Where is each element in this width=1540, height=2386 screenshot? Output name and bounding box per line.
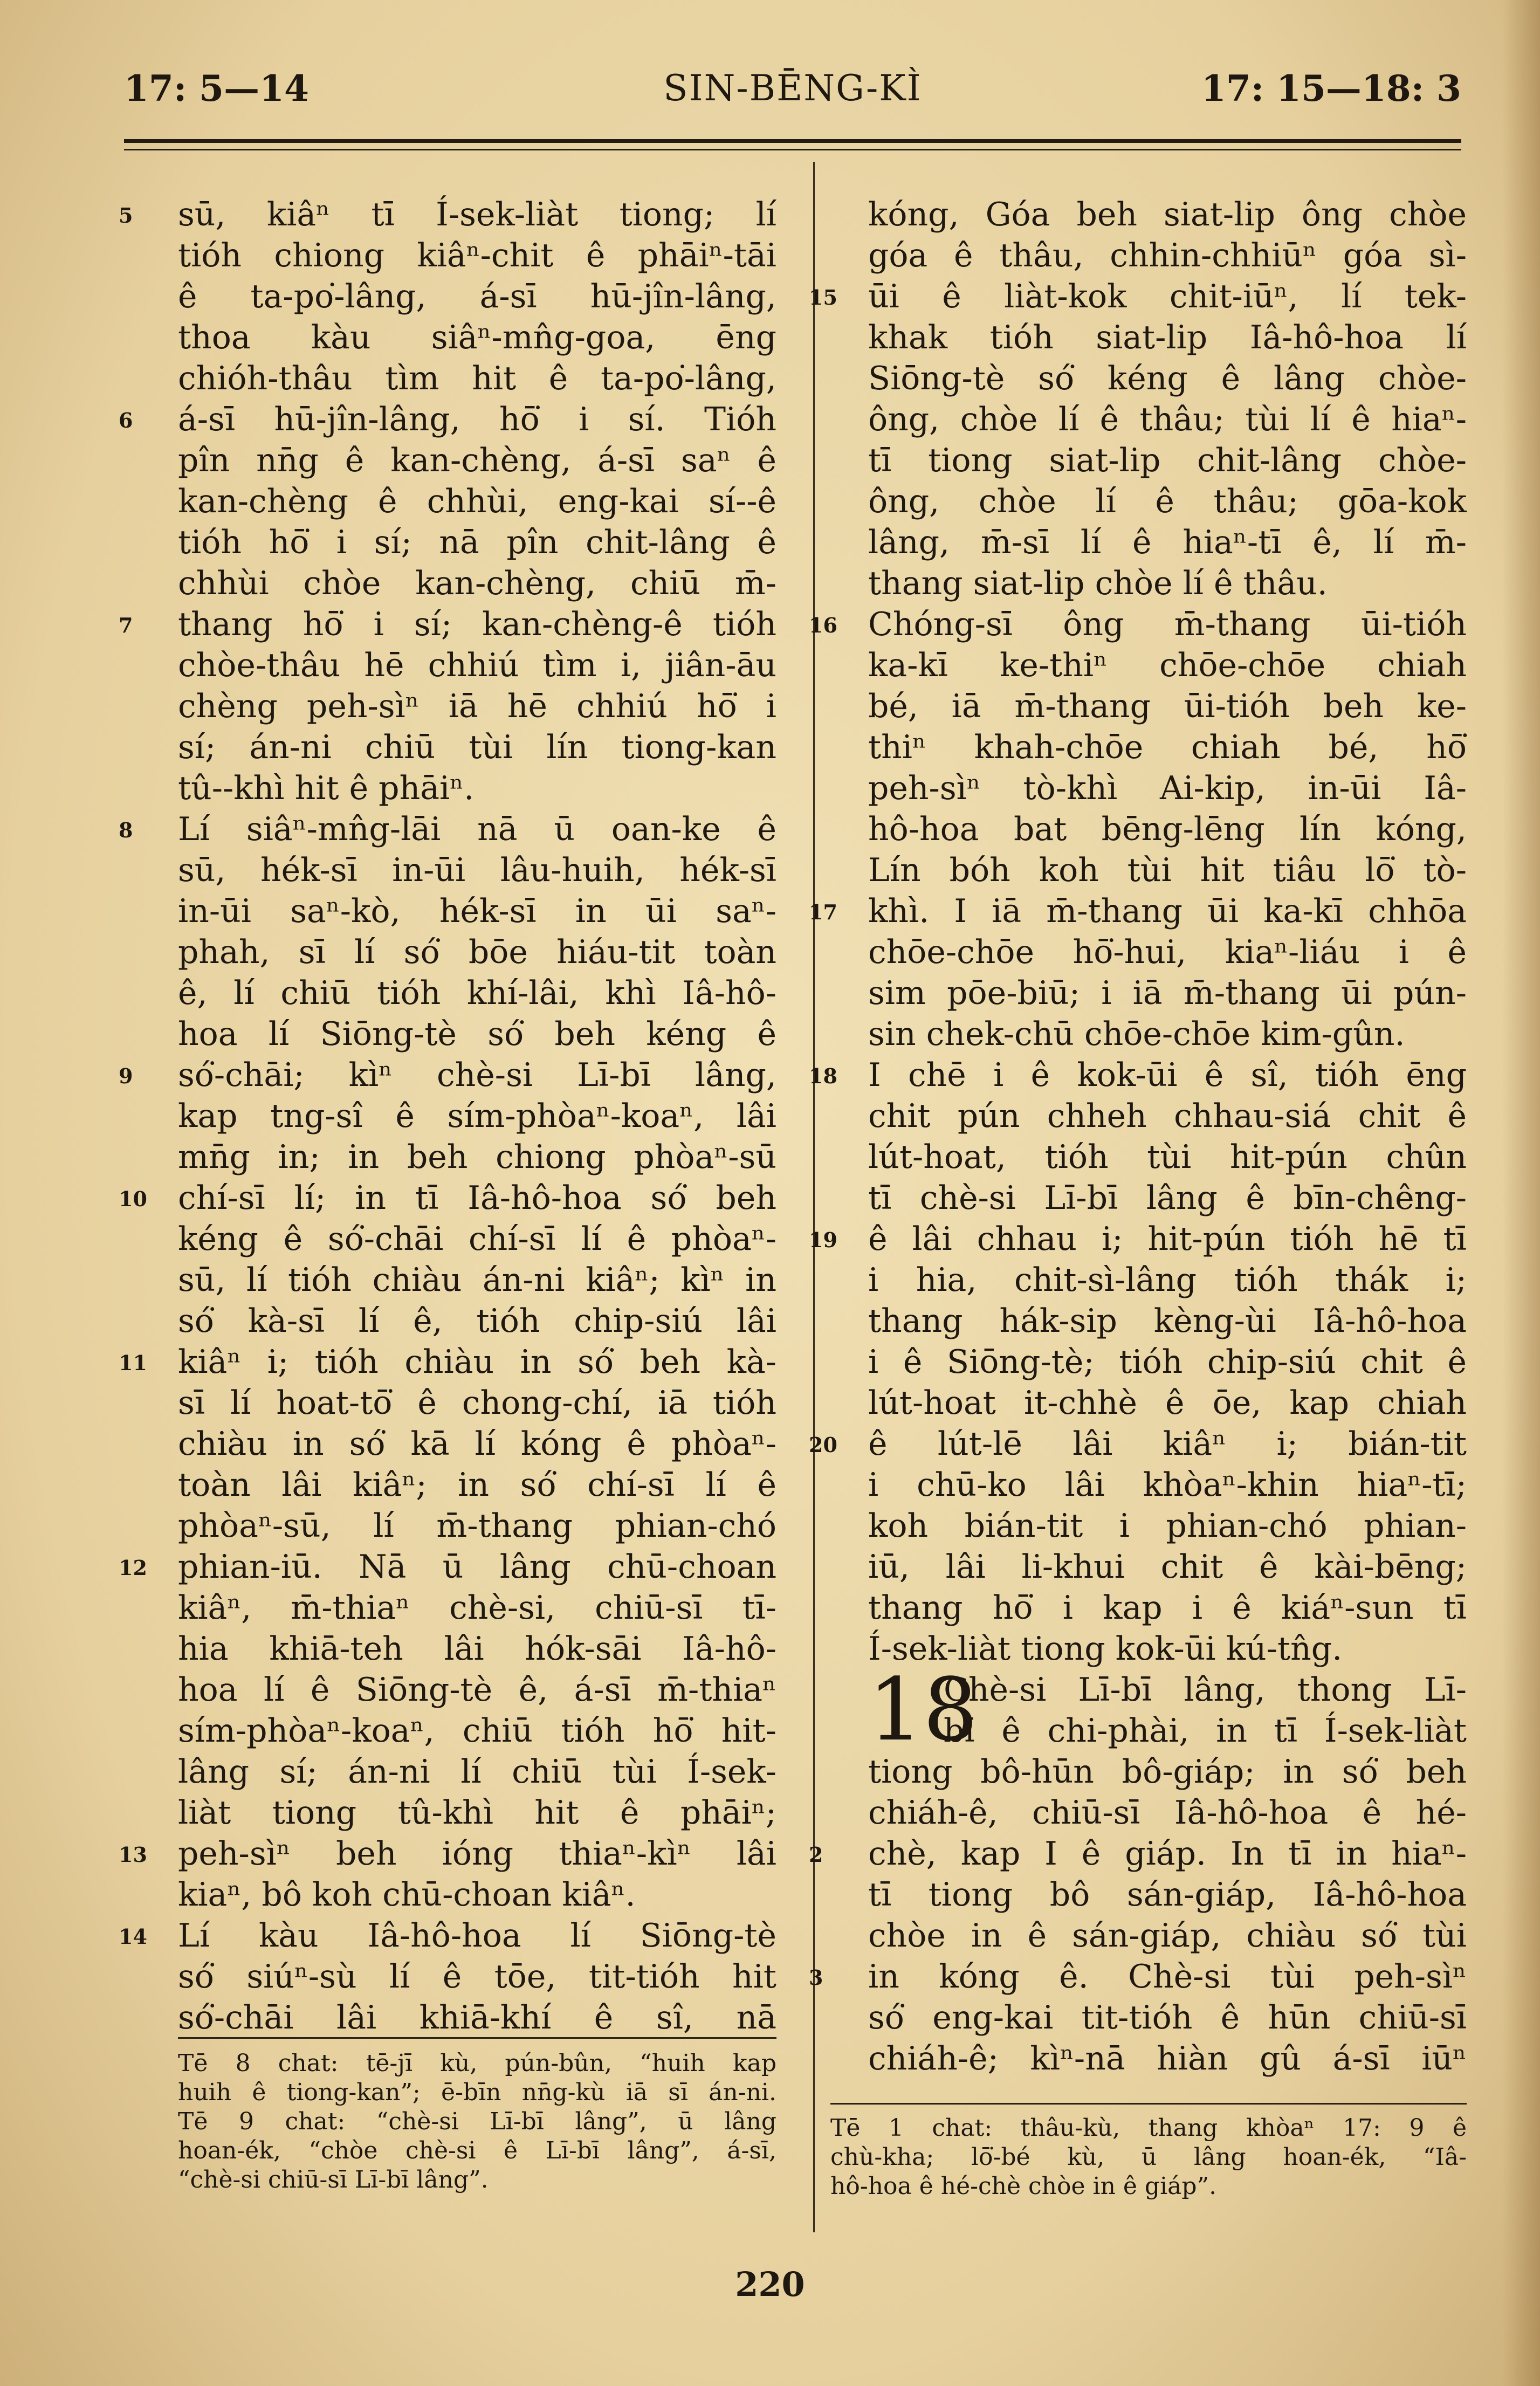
text-line xyxy=(178,1792,776,1833)
verse-number: 6 xyxy=(119,408,133,432)
text-line xyxy=(178,440,776,481)
verse-number: 18 xyxy=(809,1064,837,1088)
verse-number: 2 xyxy=(809,1842,823,1867)
text-line xyxy=(868,850,1467,891)
text-line xyxy=(944,1669,1467,1710)
line-text: phòaⁿ-sū, lí m̄-thang phian-chó xyxy=(178,1507,776,1545)
verse-number: 17 xyxy=(809,900,837,924)
line-text: só͘-chāi lâi khiā-khí ê sî, nā xyxy=(178,1999,776,2037)
line-text: tī chè-si Lī-bī lâng ê bīn-chêng- xyxy=(868,1179,1467,1217)
text-line xyxy=(868,1342,1467,1383)
verse-number: 14 xyxy=(119,1924,147,1949)
line-text: chiáh-ê, chiū-sī Iâ-hô-hoa ê hé- xyxy=(868,1794,1467,1832)
text-line xyxy=(868,809,1467,850)
text-line xyxy=(119,1178,776,1219)
line-text: toàn lâi kiâⁿ; in só͘ chí-sī lí ê xyxy=(178,1466,776,1504)
text-line xyxy=(868,1587,1467,1628)
line-text: sin chek-chū chōe-chōe kim-gûn. xyxy=(868,1015,1405,1053)
verse-number: 15 xyxy=(809,285,837,310)
verse-number: 16 xyxy=(809,613,837,637)
line-text: hoa lí Siōng-tè só͘ beh kéng ê xyxy=(178,1015,776,1053)
text-line xyxy=(868,1915,1467,1956)
line-text: ūi ê liàt-kok chit-iūⁿ, lí tek- xyxy=(868,278,1467,315)
line-text: lâng sí; án-ni lí chiū tùi Í-sek- xyxy=(178,1753,776,1791)
text-line xyxy=(868,1096,1467,1137)
line-text: kóng, Góa beh siat-lip ông chòe xyxy=(868,196,1467,233)
verse-number: 9 xyxy=(119,1064,133,1088)
line-text: Lí siâⁿ-mn̂g-lāi nā ū oan-ke ê xyxy=(178,810,776,848)
text-line xyxy=(868,1137,1467,1178)
line-text: iū, lâi li-khui chit ê kài-bēng; xyxy=(868,1548,1467,1586)
verse-number: 8 xyxy=(119,818,133,842)
line-text: in kóng ê. Chè-si tùi peh-sìⁿ xyxy=(868,1958,1467,1996)
line-text: peh-sìⁿ beh ióng thiaⁿ-kìⁿ lâi xyxy=(178,1835,776,1873)
right-footnote-rule xyxy=(830,2103,1467,2105)
chapter-18-section xyxy=(809,1659,1467,2079)
line-text: i chū-ko lâi khòaⁿ-khin hiaⁿ-tī; xyxy=(868,1466,1467,1504)
text-line xyxy=(868,1464,1467,1505)
text-line xyxy=(178,1874,776,1915)
text-line xyxy=(178,481,776,522)
footnote-line: Tē 9 chat: “chè-si Lī-bī lâng”, ū lâng xyxy=(178,2108,776,2135)
line-text: chiàu in só͘ kā lí kóng ê phòaⁿ- xyxy=(178,1425,776,1463)
text-line xyxy=(119,1546,776,1587)
header-left-reference: 17: 5—14 xyxy=(124,67,309,109)
text-line xyxy=(868,194,1467,235)
line-text: Chóng-sī ông m̄-thang ūi-tióh xyxy=(868,606,1467,643)
text-line xyxy=(868,686,1467,727)
line-text: sī lí hoat-tō͘ ê chong-chí, iā tióh xyxy=(178,1384,776,1422)
line-text: á-sī hū-jîn-lâng, hō͘ i sí. Tióh xyxy=(178,401,776,438)
text-line xyxy=(119,809,776,850)
text-line xyxy=(809,1833,1467,1874)
footnote-line: Tē 8 chat: tē-jī kù, pún-bûn, “huih kap xyxy=(178,2050,776,2077)
line-text: thang hō͘ i kap i ê kiáⁿ-sun tī xyxy=(868,1589,1467,1627)
text-line xyxy=(119,399,776,440)
text-line xyxy=(868,481,1467,522)
line-text: ê ta-po͘-lâng, á-sī hū-jîn-lâng, xyxy=(178,278,776,315)
text-line xyxy=(178,1628,776,1669)
line-text: kiaⁿ, bô koh chū-choan kiâⁿ. xyxy=(178,1876,636,1914)
line-text: peh-sìⁿ tò-khì Ai-kip, in-ūi Iâ- xyxy=(868,769,1467,807)
text-line xyxy=(178,522,776,563)
text-line xyxy=(868,932,1467,973)
line-text: phah, sī lí só͘ bōe hiáu-tit toàn xyxy=(178,933,776,971)
line-text: liàt tiong tû-khì hit ê phāiⁿ; xyxy=(178,1794,776,1832)
text-line xyxy=(178,1219,776,1260)
line-text: só͘ eng-kai tit-tióh ê hūn chiū-sī xyxy=(868,1999,1467,2037)
line-text: ê lút-lē lâi kiâⁿ i; bián-tit xyxy=(868,1425,1467,1463)
line-text: tióh chiong kiâⁿ-chit ê phāiⁿ-tāi xyxy=(178,237,776,274)
line-text: i ê Siōng-tè; tióh chip-siú chit ê xyxy=(868,1343,1467,1381)
line-text: sū, hék-sī in-ūi lâu-huih, hék-sī xyxy=(178,851,776,889)
line-text: pîn nn̄g ê kan-chèng, á-sī saⁿ ê xyxy=(178,442,776,479)
footnote-line: hô-hoa ê hé-chè chòe in ê giáp”. xyxy=(830,2172,1217,2200)
text-line xyxy=(868,563,1467,604)
chapter-number: 18 xyxy=(868,1659,978,1760)
text-line xyxy=(178,1014,776,1055)
line-text: góa ê thâu, chhin-chhiūⁿ góa sì- xyxy=(868,237,1467,274)
text-line xyxy=(178,1137,776,1178)
left-footnotes xyxy=(178,2049,776,2195)
text-line xyxy=(178,768,776,809)
text-line xyxy=(119,1915,776,1956)
text-line xyxy=(809,1055,1467,1096)
text-line xyxy=(809,1424,1467,1464)
text-line xyxy=(868,1751,1467,1792)
line-text: tióh hō͘ i sí; nā pîn chit-lâng ê xyxy=(178,524,776,561)
line-text: ê, lí chiū tióh khí-lâi, khì Iâ-hô- xyxy=(178,974,776,1012)
text-line xyxy=(868,235,1467,276)
line-text: Chè-si Lī-bī lâng, thong Lī- xyxy=(944,1671,1467,1709)
line-text: só͘-chāi; kìⁿ chè-si Lī-bī lâng, xyxy=(178,1056,776,1094)
text-line xyxy=(178,563,776,604)
line-text: chióh-thâu tìm hit ê ta-po͘-lâng, xyxy=(178,360,776,397)
text-line xyxy=(809,891,1467,932)
text-line xyxy=(809,1956,1467,1997)
header-rule-thick xyxy=(124,139,1461,143)
line-text: mn̄g in; in beh chiong phòaⁿ-sū xyxy=(178,1138,776,1176)
text-line xyxy=(868,768,1467,809)
line-text: ông, chòe lí ê thâu; tùi lí ê hiaⁿ- xyxy=(868,401,1467,438)
left-footnote-rule xyxy=(178,2037,776,2039)
line-text: chit pún chheh chhau-siá chit ê xyxy=(868,1097,1467,1135)
line-text: ka-kī ke-thiⁿ chōe-chōe chiah xyxy=(868,647,1467,684)
left-column xyxy=(119,194,776,2038)
text-line xyxy=(178,1587,776,1628)
text-line xyxy=(868,973,1467,1014)
text-line xyxy=(868,1260,1467,1301)
line-text: khì. I iā m̄-thang ūi ka-kī chhōa xyxy=(868,892,1467,930)
text-line xyxy=(809,604,1467,645)
text-line xyxy=(868,522,1467,563)
text-line xyxy=(119,1055,776,1096)
page-number: 220 xyxy=(735,2265,805,2304)
verse-number: 13 xyxy=(119,1842,147,1867)
text-line xyxy=(868,1997,1467,2038)
line-text: kap tng-sî ê sím-phòaⁿ-koaⁿ, lâi xyxy=(178,1097,776,1135)
verse-number: 11 xyxy=(119,1351,147,1375)
text-line xyxy=(178,1710,776,1751)
line-text: kan-chèng ê chhùi, eng-kai sí--ê xyxy=(178,483,776,520)
line-text: chòe in ê sán-giáp, chiàu só͘ tùi xyxy=(868,1917,1467,1955)
line-text: sím-phòaⁿ-koaⁿ, chiū tióh hō͘ hit- xyxy=(178,1712,776,1750)
line-text: hia khiā-teh lâi hók-sāi Iâ-hô- xyxy=(178,1630,776,1668)
text-line xyxy=(868,1505,1467,1546)
line-text: tī tiong siat-lip chit-lâng chòe- xyxy=(868,442,1467,479)
verse-number: 3 xyxy=(809,1965,823,1990)
text-line xyxy=(178,1505,776,1546)
line-text: in-ūi saⁿ-kò, hék-sī in ūi saⁿ- xyxy=(178,892,776,930)
text-line xyxy=(178,1751,776,1792)
verse-number: 7 xyxy=(119,613,133,637)
line-text: ông, chòe lí ê thâu; gōa-kok xyxy=(868,483,1467,520)
text-line xyxy=(178,358,776,399)
text-line xyxy=(178,1260,776,1301)
text-line xyxy=(178,1464,776,1505)
line-text: chiáh-ê; kìⁿ-nā hiàn gû á-sī iūⁿ xyxy=(868,2040,1467,2078)
line-text: kéng ê só͘-chāi chí-sī lí ê phòaⁿ- xyxy=(178,1220,776,1258)
line-text: tû--khì hit ê phāiⁿ. xyxy=(178,769,475,807)
text-line xyxy=(868,727,1467,768)
line-text: chòe-thâu hē chhiú tìm i, jiân-āu xyxy=(178,647,776,684)
text-line xyxy=(178,686,776,727)
text-line xyxy=(868,399,1467,440)
column-divider xyxy=(813,162,815,2232)
text-line xyxy=(119,194,776,235)
text-line xyxy=(868,1301,1467,1342)
footnote-line: “chè-si chiū-sī Lī-bī lâng”. xyxy=(178,2166,489,2194)
line-text: chí-sī lí; in tī Iâ-hô-hoa só͘ beh xyxy=(178,1179,776,1217)
text-line xyxy=(809,1219,1467,1260)
text-line xyxy=(119,1833,776,1874)
verse-number: 12 xyxy=(119,1556,147,1580)
text-line xyxy=(178,1096,776,1137)
line-text: Lí kàu Iâ-hô-hoa lí Siōng-tè xyxy=(178,1917,776,1955)
header-right-reference: 17: 15—18: 3 xyxy=(1201,67,1461,109)
line-text: bé, iā m̄-thang ūi-tióh beh ke- xyxy=(868,687,1467,725)
line-text: sí; án-ni chiū tùi lín tiong-kan xyxy=(178,728,776,766)
text-line xyxy=(178,1301,776,1342)
book-title: SIN-BĒNG-KÌ xyxy=(663,67,922,109)
line-text: Lín bóh koh tùi hit tiâu lō͘ tò- xyxy=(868,851,1467,889)
right-column xyxy=(809,194,1467,2079)
text-line xyxy=(178,932,776,973)
text-line xyxy=(868,440,1467,481)
verse-number: 20 xyxy=(809,1433,837,1457)
footnote-line: chù-kha; lō͘-bé kù, ū lâng hoan-ék, “Iâ- xyxy=(830,2143,1467,2171)
header-rule-thin xyxy=(124,149,1461,150)
line-text: kiâⁿ i; tióh chiàu in só͘ beh kà- xyxy=(178,1343,776,1381)
line-text: só͘ kà-sī lí ê, tióh chip-siú lâi xyxy=(178,1302,776,1340)
text-line xyxy=(178,850,776,891)
line-text: chōe-chōe hō͘-hui, kiaⁿ-liáu i ê xyxy=(868,933,1467,971)
verse-number: 10 xyxy=(119,1187,147,1211)
line-text: I chē i ê kok-ūi ê sî, tióh ēng xyxy=(868,1056,1467,1094)
line-text: kiâⁿ, m̄-thiaⁿ chè-si, chiū-sī tī- xyxy=(178,1589,776,1627)
line-text: bī ê chi-phài, in tī Í-sek-liàt xyxy=(944,1712,1467,1750)
line-text: chè, kap I ê giáp. In tī in hiaⁿ- xyxy=(868,1835,1467,1873)
text-line xyxy=(178,891,776,932)
line-text: sū, kiâⁿ tī Í-sek-liàt tiong; lí xyxy=(178,196,776,233)
text-line xyxy=(178,1424,776,1464)
line-text: chhùi chòe kan-chèng, chiū m̄- xyxy=(178,565,776,602)
text-line xyxy=(178,235,776,276)
text-line xyxy=(868,1874,1467,1915)
text-line xyxy=(868,317,1467,358)
text-line xyxy=(178,1997,776,2038)
text-line xyxy=(178,1669,776,1710)
text-line xyxy=(868,2038,1467,2079)
text-line xyxy=(178,1956,776,1997)
footnote-line: hoan-ék, “chòe chè-si ê Lī-bī lâng”, á-sī, xyxy=(178,2137,776,2164)
line-text: hô-hoa bat bēng-lēng lín kóng, xyxy=(868,810,1467,848)
text-line xyxy=(868,1546,1467,1587)
text-line xyxy=(809,276,1467,317)
line-text: koh bián-tit i phian-chó phian- xyxy=(868,1507,1467,1545)
line-text: ê lâi chhau i; hit-pún tióh hē tī xyxy=(868,1220,1467,1258)
right-footnotes xyxy=(830,2114,1467,2201)
line-text: sū, lí tióh chiàu án-ni kiâⁿ; kìⁿ in xyxy=(178,1261,776,1299)
line-text: thang hák-sip kèng-ùi Iâ-hô-hoa xyxy=(868,1302,1467,1340)
line-text: phian-iū. Nā ū lâng chū-choan xyxy=(178,1548,776,1586)
line-text: tiong bô-hūn bô-giáp; in só͘ beh xyxy=(868,1753,1467,1791)
footnote-line: Tē 1 chat: thâu-kù, thang khòaⁿ 17: 9 ê xyxy=(830,2114,1467,2142)
text-line xyxy=(178,645,776,686)
line-text: Í-sek-liàt tiong kok-ūi kú-tn̂g. xyxy=(868,1630,1343,1668)
line-text: sim pōe-biū; i iā m̄-thang ūi pún- xyxy=(868,974,1467,1012)
line-text: Siōng-tè só͘ kéng ê lâng chòe- xyxy=(868,360,1467,397)
text-line xyxy=(868,1792,1467,1833)
text-line xyxy=(178,1383,776,1424)
verse-number: 5 xyxy=(119,203,133,228)
text-line xyxy=(119,604,776,645)
line-text: lút-hoat it-chhè ê ōe, kap chiah xyxy=(868,1384,1467,1422)
line-text: lút-hoat, tióh tùi hit-pún chûn xyxy=(868,1138,1467,1176)
text-line xyxy=(944,1710,1467,1751)
line-text: hoa lí ê Siōng-tè ê, á-sī m̄-thiaⁿ xyxy=(178,1671,776,1709)
line-text: khak tióh siat-lip Iâ-hô-hoa lí xyxy=(868,319,1467,356)
line-text: tī tiong bô sán-giáp, Iâ-hô-hoa xyxy=(868,1876,1467,1914)
text-line xyxy=(178,317,776,358)
page-edge-shadow xyxy=(1502,0,1540,2386)
verse-number: 19 xyxy=(809,1228,837,1252)
text-line xyxy=(178,727,776,768)
line-text: thang hō͘ i sí; kan-chèng-ê tióh xyxy=(178,606,776,643)
text-line xyxy=(178,973,776,1014)
line-text: lâng, m̄-sī lí ê hiaⁿ-tī ê, lí m̄- xyxy=(868,524,1467,561)
text-line xyxy=(868,1014,1467,1055)
line-text: chèng peh-sìⁿ iā hē chhiú hō͘ i xyxy=(178,687,776,725)
line-text: thiⁿ khah-chōe chiah bé, hō͘ xyxy=(868,728,1467,766)
text-line xyxy=(178,276,776,317)
text-line xyxy=(868,358,1467,399)
text-line xyxy=(119,1342,776,1383)
text-line xyxy=(868,1383,1467,1424)
line-text: só͘ siúⁿ-sù lí ê tōe, tit-tióh hit xyxy=(178,1958,776,1996)
line-text: i hia, chit-sì-lâng tióh thák i; xyxy=(868,1261,1467,1299)
line-text: thoa kàu siâⁿ-mn̂g-goa, ēng xyxy=(178,319,776,356)
line-text: thang siat-lip chòe lí ê thâu. xyxy=(868,565,1328,602)
text-line xyxy=(868,1178,1467,1219)
text-line xyxy=(868,645,1467,686)
running-header xyxy=(124,67,1461,116)
footnote-line: huih ê tiong-kan”; ē-bīn nn̄g-kù iā sī án-ni. xyxy=(178,2079,776,2106)
